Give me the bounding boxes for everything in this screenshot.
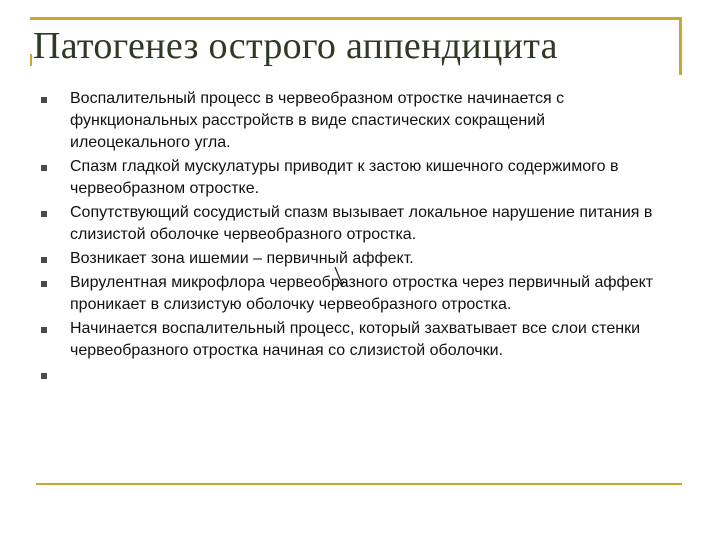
square-bullet-icon bbox=[41, 97, 47, 103]
bullet-item bbox=[39, 272, 669, 316]
bullet-text: Спазм гладкой мускулатуры приводит к застою кишечного содержимого в червеобразном отростке. bbox=[70, 158, 619, 197]
bullet-text bbox=[70, 366, 74, 383]
square-bullet-icon bbox=[41, 327, 47, 333]
bullet-text: Вирулентная микрофлора червеобразного отростка через первичный аффект проникает в слизистую оболочку червеобразного отростка. bbox=[70, 274, 654, 313]
bullet-text: Воспалительный процесс в червеобразном отростке начинается с функциональных расстройств в виде спастических сокращений илеоцекального угла. bbox=[70, 90, 565, 151]
square-bullet-icon bbox=[41, 281, 47, 287]
bullet-text: Возникает зона ишемии – первичный аффект. bbox=[70, 250, 414, 267]
bullet-item bbox=[39, 248, 669, 270]
frame-bottom-line bbox=[36, 483, 682, 485]
square-bullet-icon bbox=[41, 211, 47, 217]
bullet-item bbox=[39, 318, 669, 362]
square-bullet-icon bbox=[41, 373, 47, 379]
square-bullet-icon bbox=[41, 257, 47, 263]
frame-left-line bbox=[30, 54, 32, 66]
bullet-item bbox=[39, 156, 669, 200]
bullet-text: Начинается воспалительный процесс, который захватывает все слои стенки червеобразного отростка начиная со слизистой оболочки. bbox=[70, 320, 641, 359]
bullet-item bbox=[39, 202, 669, 246]
slide-title: Патогенез острого аппендицита bbox=[33, 25, 558, 67]
mouse-pointer-icon bbox=[333, 266, 347, 288]
bullet-list bbox=[39, 88, 669, 388]
square-bullet-icon bbox=[41, 165, 47, 171]
bullet-item-empty bbox=[39, 364, 669, 386]
frame-top-line bbox=[30, 17, 682, 20]
bullet-text: Сопутствующий сосудистый спазм вызывает локальное нарушение питания в слизистой оболочке червеобразного отростка. bbox=[70, 204, 653, 243]
frame-right-line bbox=[679, 17, 682, 75]
bullet-item bbox=[39, 88, 669, 154]
